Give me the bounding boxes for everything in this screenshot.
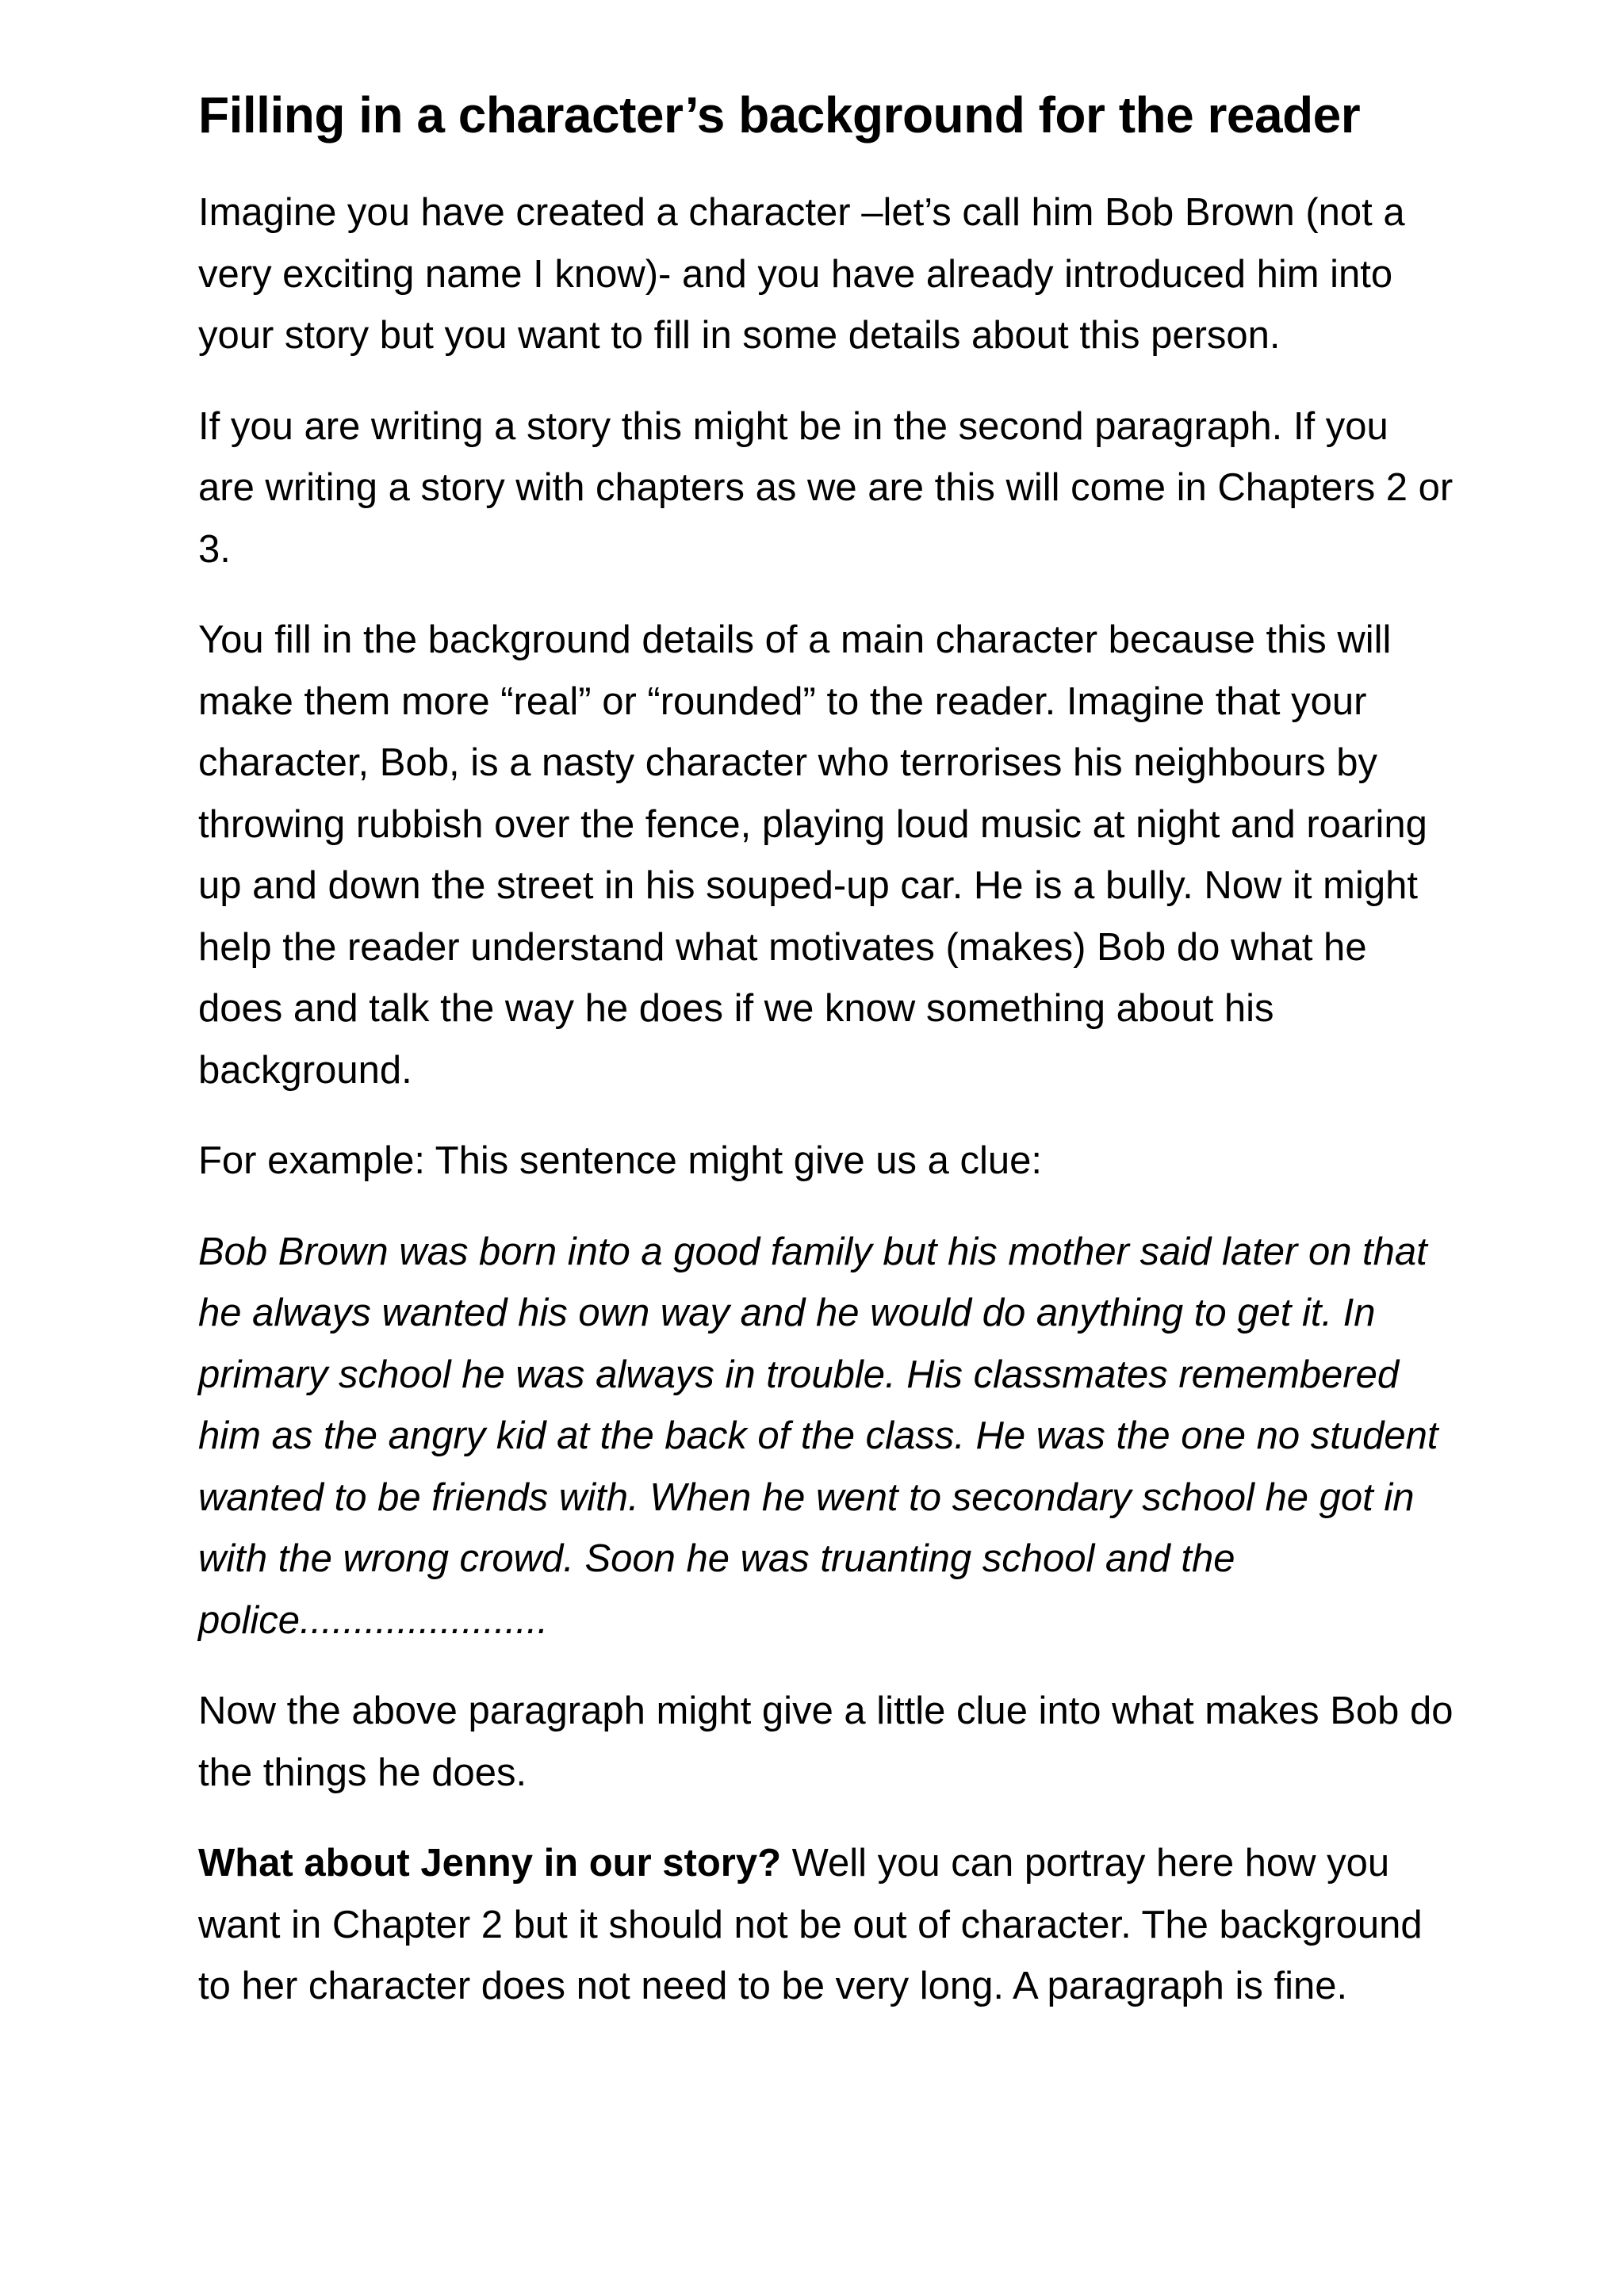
paragraph-jenny [198,1833,1455,2018]
paragraph-placement: If you are writing a story this might be in the second paragraph. If you are writing a story with chapters as we are this will come in Chapters 2 or 3. [198,404,1454,571]
paragraph-intro: Imagine you have created a character –let’s call him Bob Brown (not a very exciting name I know)- and you have already introduced him into your story but you want to fill in some details about this person. [198,191,1405,357]
paragraph-after-example: Now the above paragraph might give a little clue into what makes Bob do the things he does. [198,1689,1454,1794]
document-title: Filling in a character’s background for the reader [198,86,1361,144]
jenny-text: Well you can portray here how you want in Chapter 2 but it should not be out of character. The background to her character does not need to be very long. A paragraph is fine. [198,1842,1423,2007]
paragraph-background-details: You fill in the background details of a main character because this will make them more “real” or “rounded” to the reader. Imagine that your character, Bob, is a nasty character who terrorises his neighbours by throwing rubbish over the fence, playing loud music at night and roaring up and down the street in his souped-up car. He is a bully. Now it might help the reader understand what motivates (makes) Bob do what he does and talk the way he does if we know something about his background. [198,618,1427,1092]
jenny-lead-bold: What about Jenny in our story? [198,1842,782,1885]
document-page [198,79,1455,2047]
paragraph-example-intro: For example: This sentence might give us a clue: [198,1139,1043,1182]
example-paragraph-italic: Bob Brown was born into a good family but his mother said later on that he always wanted his own way and he would do anything to get it. In primary school he was always in trouble. His classmates remembered him as the angry kid at the back of the class. He was the one no student wanted to be friends with. When he went to secondary school he got in with the wrong crowd. Soon he was truanting school and the police....................... [198,1230,1438,1642]
